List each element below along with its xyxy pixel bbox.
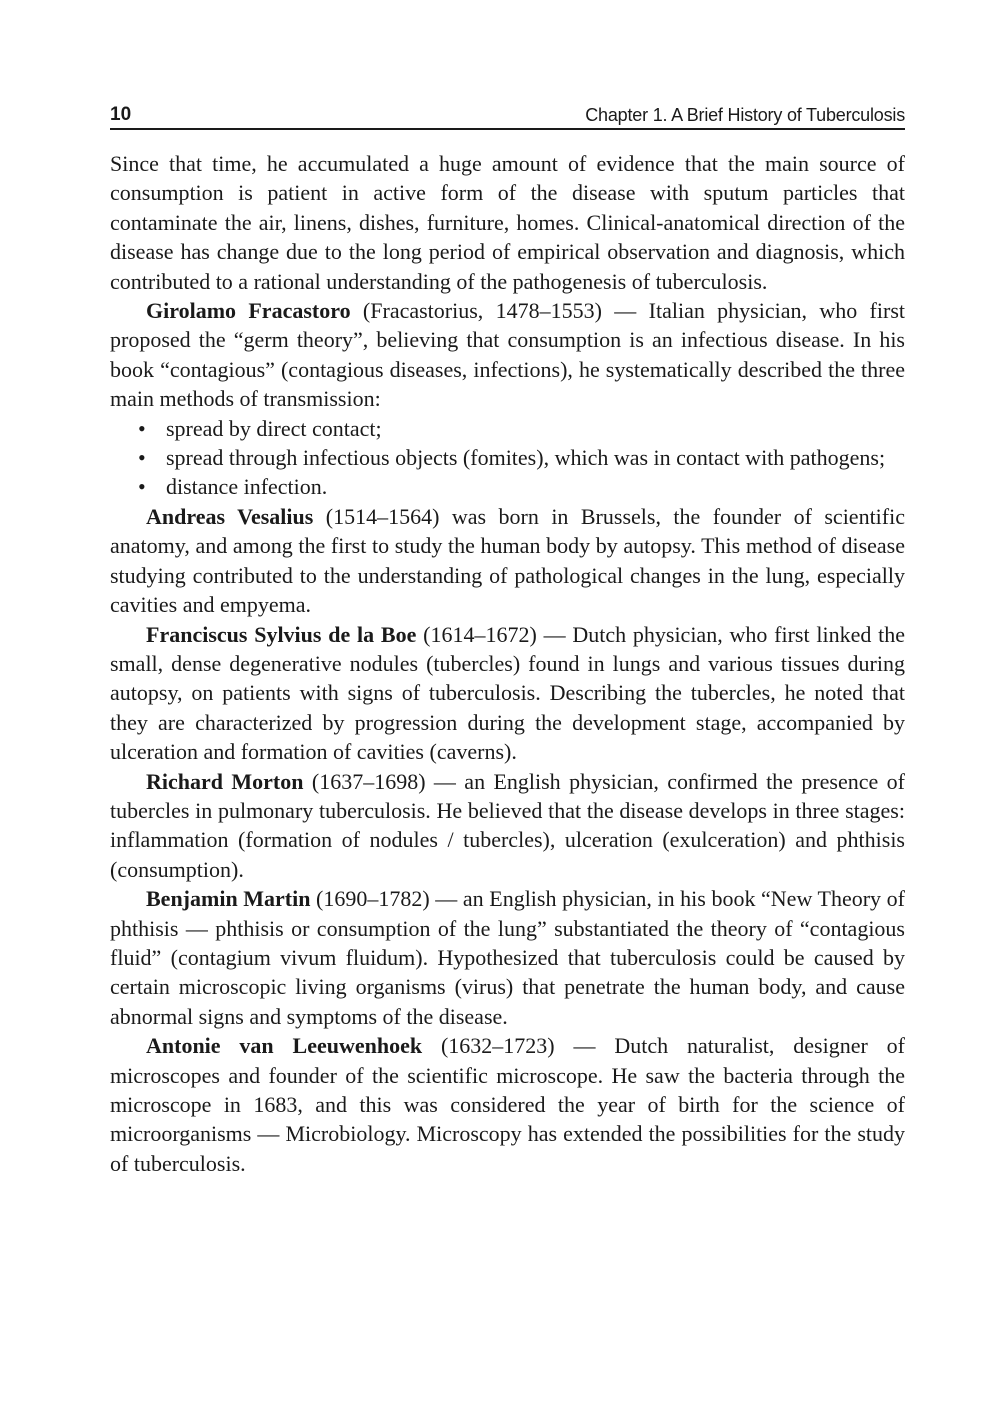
page-number: 10 (110, 104, 132, 125)
paragraph-leeuwenhoek (110, 1031, 905, 1178)
paragraph-martin (110, 884, 905, 1031)
paragraph-text: (1632–1723) — Dutch naturalist, designer of microscopes and founder of the scientific microscope. He saw the bacteria through the microscope in 1683, and this was considered the year of birth for the science of microorganisms — Microbiology. Microscopy has extended the possibilities for the study of tuberculosis. (110, 1033, 905, 1176)
person-name: Antonie van Leeuwenhoek (146, 1033, 423, 1059)
transmission-methods-list (110, 414, 905, 502)
list-item (138, 414, 905, 443)
page (110, 94, 905, 1178)
person-name: Richard Morton (146, 768, 304, 794)
running-header (110, 94, 905, 130)
bullet-icon: • (138, 445, 146, 471)
list-item-text: spread by direct contact; (166, 415, 382, 441)
person-name: Andreas Vesalius (146, 503, 314, 529)
paragraph-text: (1614–1672) — Dutch physician, who first linked the small, dense degenerative nodules (tubercles) found in lungs and various tissues during autopsy, on patients with signs of tuberculosis. Describing the tubercles, he noted that they are characterized by progression during the development stage, accompanied by ulceration and formation of cavities (caverns). (110, 621, 905, 765)
running-title: Chapter 1. A Brief History of Tuberculosis (585, 105, 905, 125)
bullet-icon: • (138, 415, 146, 441)
paragraph-sylvius (110, 620, 905, 767)
paragraph-text: (1690–1782) — an English physician, in his book “New Theory of phthisis — phthisis or consumption of the lung” substantiated the theory of “contagious fluid” (contagium vivum fluidum). Hypothesized that tuberculosis could be caused by certain microscopic living organisms (virus) that penetrate the human body, and cause abnormal signs and symptoms of the disease. (110, 886, 905, 1029)
paragraph-text: (1514–1564) was born in Brussels, the founder of scientific anatomy, and among the first to study the human body by autopsy. This method of disease studying contributed to the understanding of pathological changes in the lung, especially cavities and empyema. (110, 503, 905, 618)
paragraph-vesalius (110, 502, 905, 620)
list-item-text: spread through infectious objects (fomites), which was in contact with pathogens; (166, 445, 886, 471)
list-item (138, 472, 905, 501)
bullet-icon: • (138, 474, 146, 500)
body-text (110, 149, 905, 1178)
paragraph-continuation: Since that time, he accumulated a huge amount of evidence that the main source of consumption is patient in active form of the disease with sputum particles that contaminate the air, linens, dishes, furniture, homes. Clinical-anatomical direction of the disease has change due to the long period of empirical observation and diagnosis, which contributed to a rational understanding of the pathogenesis of tuberculosis. (110, 151, 905, 294)
list-item (138, 443, 905, 472)
paragraph-fracastoro (110, 296, 905, 414)
paragraph-text: (1637–1698) — an English physician, confirmed the presence of tubercles in pulmonary tuberculosis. He believed that the disease develops in three stages: inflammation (formation of nodules / tubercles), ulceration (exulceration) and phthisis (consumption). (110, 768, 905, 882)
list-item-text: distance infection. (166, 474, 328, 500)
paragraph-morton (110, 767, 905, 885)
paragraph-text: (Fracastorius, 1478–1553) — Italian physician, who first proposed the “germ theory”, believing that consumption is an infectious disease. In his book “contagious” (contagious diseases, infections), he systematically described the three main methods of transmission: (110, 298, 905, 412)
person-name: Girolamo Fracastoro (146, 298, 351, 324)
person-name: Benjamin Martin (146, 886, 311, 912)
person-name: Franciscus Sylvius de la Boe (146, 621, 417, 647)
